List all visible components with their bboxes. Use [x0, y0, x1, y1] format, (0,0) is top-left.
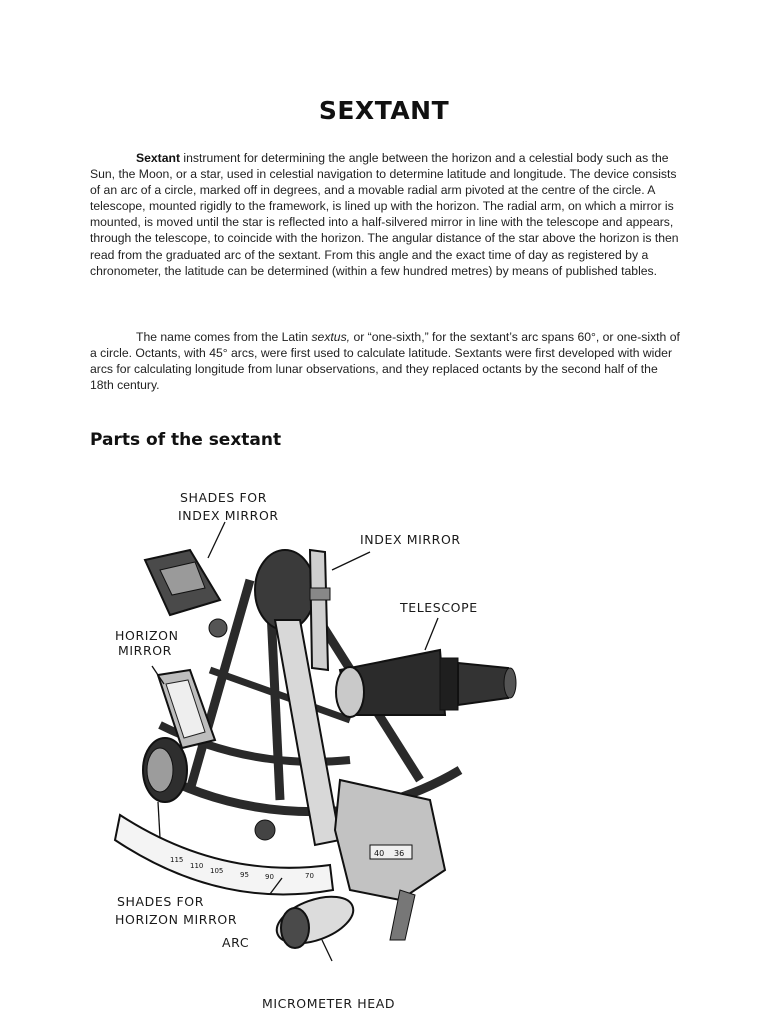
scale-105: 105	[210, 867, 224, 875]
etymology-text-start: The name comes from the Latin	[136, 330, 312, 344]
scale-95: 95	[240, 871, 249, 879]
page-title: SEXTANT	[318, 96, 450, 125]
label-micrometer-head: MICROMETER HEAD	[262, 996, 396, 1011]
scale-70: 70	[305, 872, 314, 880]
label-shades-index-2: INDEX MIRROR	[178, 508, 279, 523]
label-horizon-mirror-1: HORIZON	[115, 628, 179, 643]
section-heading: Parts of the sextant	[90, 430, 282, 450]
label-arc: ARC	[222, 935, 250, 950]
index-mirror-shades	[145, 550, 227, 637]
label-shades-horizon-1: SHADES FOR	[117, 894, 205, 909]
label-shades-index-1: SHADES FOR	[180, 490, 268, 505]
label-index-mirror: INDEX MIRROR	[360, 532, 461, 547]
micrometer-scale-36: 36	[394, 849, 405, 858]
sextant-illustration	[100, 470, 540, 1020]
horizon-mirror-shades	[143, 738, 187, 802]
term-sextant: Sextant	[136, 151, 181, 165]
scale-110: 110	[190, 862, 204, 870]
paragraph-definition	[90, 150, 680, 279]
label-horizon-mirror-2: MIRROR	[118, 643, 172, 658]
etymology-text-end: or “one-sixth,” for the sextant’s arc spans 60°, or one-sixth of a circle. Octants, with 45° arcs, were first used to calculate latitude. Sextants were first developed with wider arcs for calculating longitude from lunar observations, and they replaced octants by the second half of the 18th century.	[90, 330, 680, 393]
definition-text: instrument for determining the angle between the horizon and a celestial body such as the Sun, the Moon, or a star, used in celestial navigation to determine latitude and longitude. The device consists of an arc of a circle, marked off in degrees, and a movable radial arm pivoted at the centre of the circle. A telescope, mounted rigidly to the framework, is lined up with the horizon. The radial arm, on which a mirror is mounted, is moved until the star is reflected into a half-silvered mirror in line with the telescope and appears, through the telescope, to coincide with the horizon. The angular distance of the star above the horizon is then read from the graduated arc of the sextant. From this angle and the exact time of day as registered by a chronometer, the latitude can be determined (within a few hundred metres) by means of published tables.	[90, 151, 679, 278]
micrometer-scale-40: 40	[374, 849, 385, 858]
scale-115: 115	[170, 856, 184, 864]
label-shades-horizon-2: HORIZON MIRROR	[115, 912, 238, 927]
graduated-arc	[115, 815, 333, 894]
sextant-diagram	[100, 470, 540, 1020]
latin-term: sextus,	[311, 330, 351, 344]
horizon-mirror	[158, 670, 215, 748]
scale-90: 90	[265, 873, 274, 881]
paragraph-etymology	[90, 329, 680, 393]
label-telescope: TELESCOPE	[400, 600, 478, 615]
telescope	[336, 650, 516, 717]
micrometer-head	[271, 888, 360, 953]
